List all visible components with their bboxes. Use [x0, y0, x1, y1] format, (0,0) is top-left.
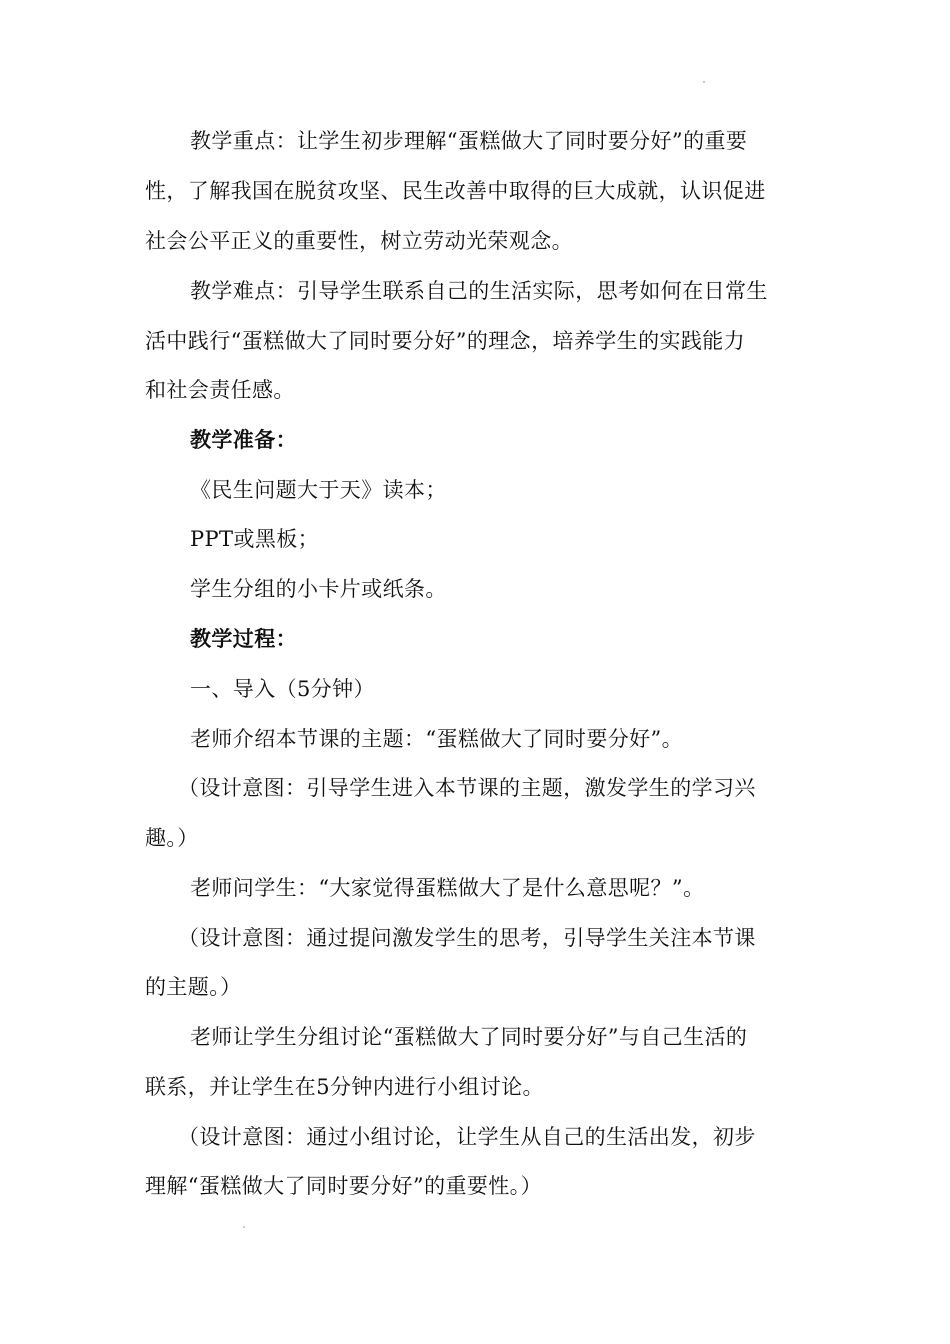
paragraph-teacher-question: 老师问学生：“大家觉得蛋糕做大了是什么意思呢？”。: [190, 876, 705, 900]
design-intent-1-line-2: 趣。）: [145, 826, 199, 850]
design-intent-1-line-1: （设计意图：引导学生进入本节课的主题，激发学生的学习兴: [178, 776, 756, 800]
design-intent-3-line-1: （设计意图：通过小组讨论，让学生从自己的生活出发，初步: [178, 1125, 756, 1149]
process-heading: 教学过程：: [190, 626, 297, 651]
group-discussion-line-1: 老师让学生分组讨论“蛋糕做大了同时要分好”与自己生活的: [190, 1025, 748, 1049]
design-intent-2-line-1: （设计意图：通过提问激发学生的思考，引导学生关注本节课: [178, 926, 756, 950]
design-intent-3-line-2: 理解“蛋糕做大了同时要分好”的重要性。）: [145, 1174, 542, 1198]
preparation-item-reader: 《民生问题大于天》读本；: [190, 478, 447, 502]
design-intent-2-line-2: 的主题。）: [145, 975, 242, 999]
preparation-item-ppt: PPT或黑板；: [190, 527, 320, 551]
preparation-heading: 教学准备：: [190, 427, 297, 452]
section-intro-heading: 一、导入（5分钟）: [190, 677, 375, 701]
preparation-item-cards: 学生分组的小卡片或纸条。: [190, 577, 447, 601]
difficulties-line-1: 教学难点：引导学生联系自己的生活实际，思考如何在日常生: [190, 279, 768, 303]
paragraph-topic-intro: 老师介绍本节课的主题：“蛋糕做大了同时要分好”。: [190, 727, 684, 751]
scan-speck: [243, 1226, 245, 1228]
key-points-line-2: 性，了解我国在脱贫攻坚、民生改善中取得的巨大成就，认识促进: [145, 179, 766, 203]
difficulties-line-3: 和社会责任感。: [145, 378, 295, 402]
key-points-line-1: 教学重点：让学生初步理解“蛋糕做大了同时要分好”的重要: [190, 129, 748, 153]
key-points-line-3: 社会公平正义的重要性，树立劳动光荣观念。: [145, 229, 573, 253]
group-discussion-line-2: 联系，并让学生在5分钟内进行小组讨论。: [145, 1075, 544, 1099]
difficulties-line-2: 活中践行“蛋糕做大了同时要分好”的理念，培养学生的实践能力: [145, 329, 746, 353]
scan-speck: [703, 81, 705, 83]
